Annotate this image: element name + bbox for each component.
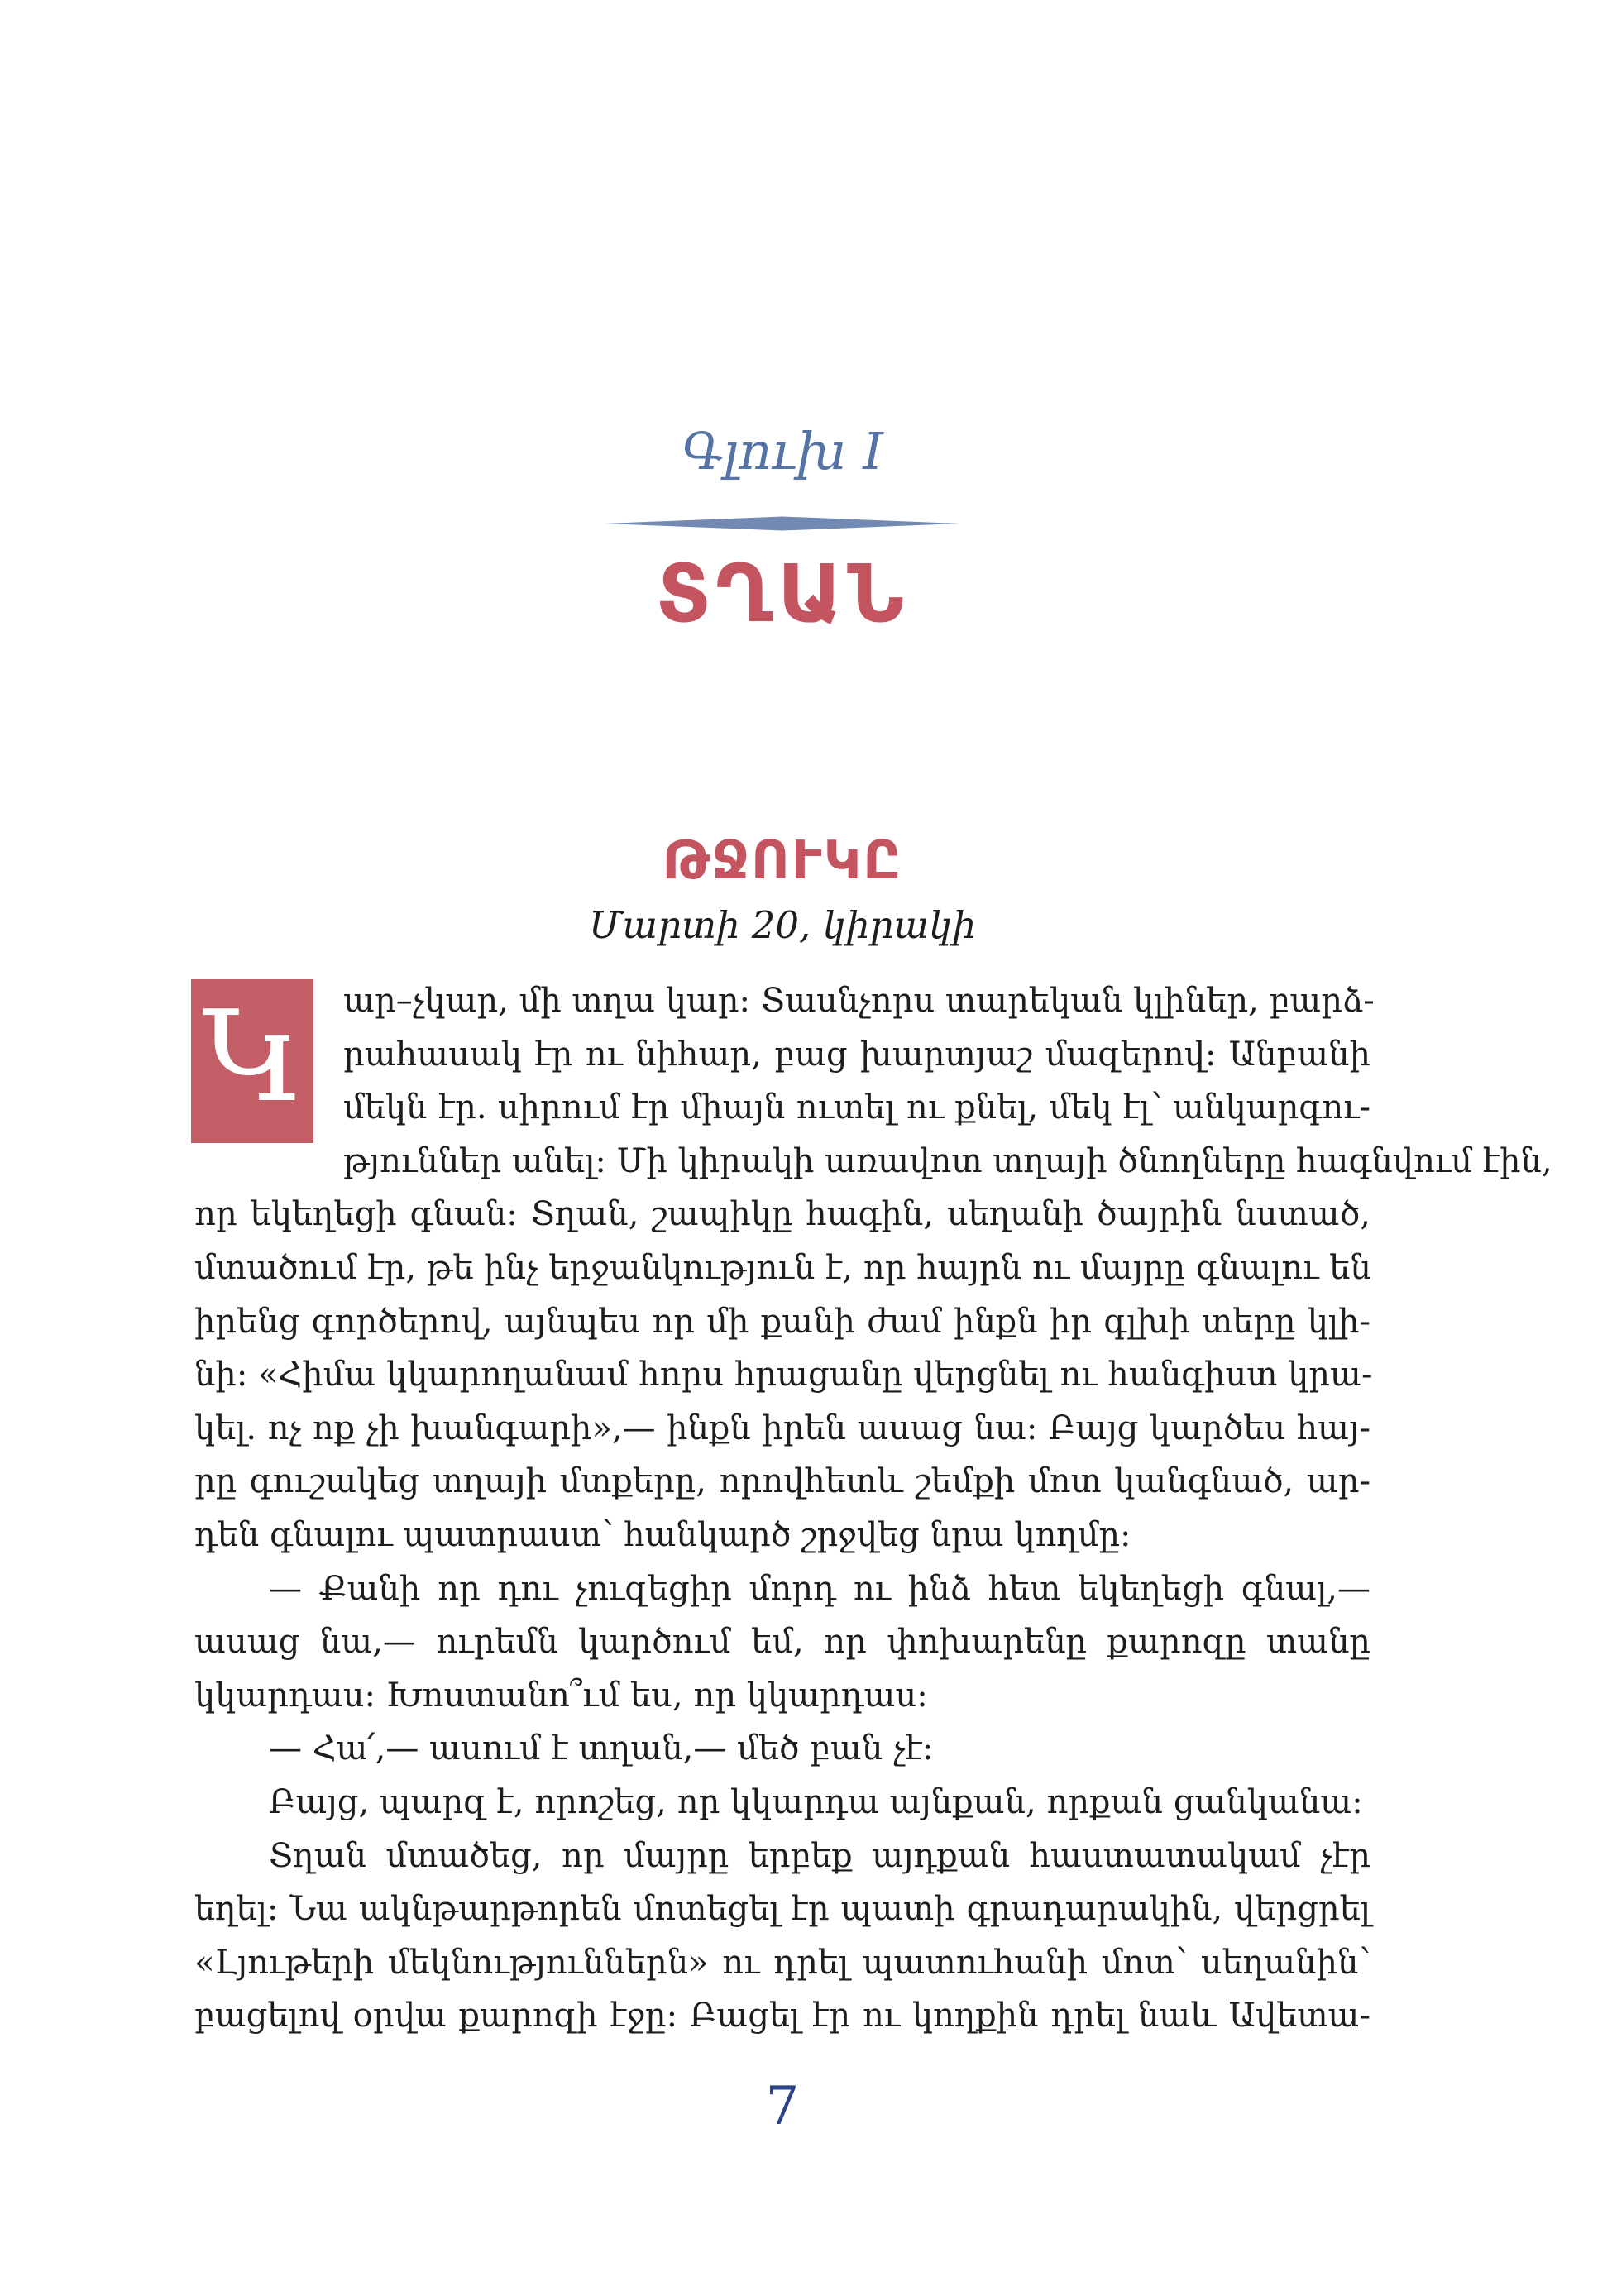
body-line: — Քանի որ դու չուզեցիր մորդ ու ինձ հետ եկեղեցի գնալ,— [269, 1569, 1370, 1608]
body-line: մտածում էր, թե ինչ երջանկություն է, որ հայրն ու մայրը գնալու են [194, 1248, 1371, 1287]
drop-cap: Կ [191, 979, 313, 1143]
body-line: Բայց, պարզ է, որոշեց, որ կկարդա այնքան, որքան ցանկանա: [269, 1782, 1363, 1821]
body-text [194, 974, 1552, 2043]
body-line: որ եկեղեցի գնան: Տղան, շապիկը հագին, սեղանի ծայրին նստած, [194, 1195, 1370, 1234]
diamond-shape [605, 517, 960, 531]
chapter-heading: Գլուխ I [682, 421, 883, 481]
page-number: 7 [765, 2076, 800, 2137]
body-line: կկարդաս: Խոստանո՞ւմ ես, որ կկարդաս: [194, 1676, 928, 1715]
body-line: — Հա՛,— ասում է տղան,— մեծ բան չէ: [269, 1729, 934, 1768]
body-line: թյուններ անել: Մի կիրակի առավոտ տղայի ծնողները հագնվում էին, [343, 1141, 1552, 1180]
body-line: կել. ոչ ոք չի խանգարի»,— ինքն իրեն ասաց նա: Բայց կարծես հայ- [194, 1409, 1370, 1447]
page-title: ՏՂԱՆ [656, 548, 909, 640]
body-line: մեկն էր. սիրում էր միայն ուտել ու քնել, մեկ էլ՝ անկարգու- [343, 1088, 1370, 1127]
section-heading: ԹՋՈՒԿԸ [662, 830, 903, 892]
body-line: դեն գնալու պատրաստ՝ հանկարծ շրջվեց նրա կողմը: [194, 1515, 1131, 1554]
body-line: բացելով օրվա քարոզի էջը: Բացել էր ու կողքին դրել նաև Ավետա- [194, 1997, 1370, 2035]
date-subtitle: Մարտի 20, կիրակի [589, 903, 976, 947]
body-line: րը գուշակեց տղայի մտքերը, որովհետև շեմքի մոտ կանգնած, ար- [194, 1462, 1370, 1501]
body-line: Տղան մտածեց, որ մայրը երբեք այդքան հաստատակամ չէր [269, 1836, 1370, 1875]
body-line: եղել: Նա ակնթարթորեն մոտեցել էր պատի գրադարակին, վերցրել [194, 1890, 1370, 1929]
diamond-divider [194, 516, 1370, 531]
body-line: նի: «Հիմա կկարողանամ հորս հրացանը վերցնել ու հանգիստ կրա- [194, 1356, 1373, 1394]
diamond-divider-shape [605, 516, 960, 531]
body-line: րահասակ էր ու նիհար, բաց խարտյաշ մազերով: Անբանի [343, 1035, 1370, 1074]
body-line: իրենց գործերով, այնպես որ մի քանի ժամ ինքն իր գլխի տերը կլի- [194, 1302, 1370, 1341]
body-line: ար–չկար, մի տղա կար: Տասնչորս տարեկան կլիներ, բարձ- [343, 982, 1375, 1020]
body-line: ասաց նա,— ուրեմն կարծում եմ, որ փոխարենը քարոզը տանը [194, 1623, 1370, 1662]
body-line: «Լյութերի մեկնություններն» ու դրել պատուհանի մոտ՝ սեղանին՝ [194, 1943, 1370, 1982]
